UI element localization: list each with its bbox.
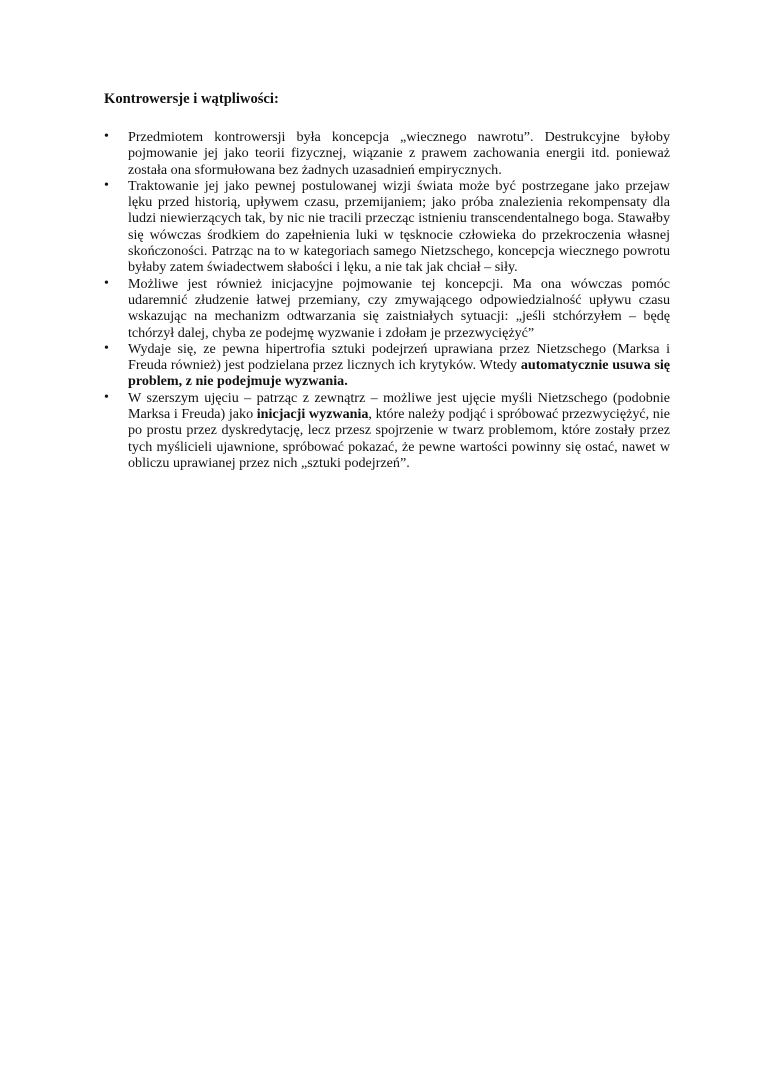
bullet-list bbox=[104, 129, 670, 471]
list-item-text: W szerszym ujęciu – patrząc z zewnątrz – możliwe jest ujęcie myśli Nietzschego (podobnie Marksa i Freuda) jako bbox=[128, 389, 670, 423]
list-item-text: Przedmiotem kontrowersji była koncepcja „wiecznego nawrotu”. Destrukcyjne byłoby pojmowanie jej jako teorii fizycznej, wiązanie z prawem zachowania energii itd. ponieważ została ona sformułowana bez żadnych uzasadnień empirycznych. bbox=[128, 129, 670, 178]
list-item bbox=[104, 341, 670, 390]
bullet-icon: • bbox=[104, 129, 109, 144]
bullet-icon: • bbox=[104, 389, 109, 405]
list-item-text: Możliwe jest również inicjacyjne pojmowanie tej koncepcji. Ma ona wówczas pomóc udaremnić złudzenie łatwej przemiany, czy zmywającego odpowiedzialność upływu czasu wskazując na mechanizm odtwarzania się zaistniałych sytuacji: „jeśli stchórzyłem – będę tchórzył dalej, chyba ze podejmę wyzwanie i zdołam je przezwyciężyć” bbox=[128, 275, 670, 341]
list-item-text: Wydaje się, ze pewna hipertrofia sztuki podejrzeń uprawiana przez Nietzschego (Marksa i Freuda również) jest podzielana przez licznych ich krytyków. Wtedy bbox=[128, 340, 670, 374]
list-item bbox=[104, 178, 670, 276]
list-item bbox=[104, 276, 670, 341]
list-item bbox=[104, 129, 670, 178]
list-item-text: Traktowanie jej jako pewnej postulowanej wizji świata może być postrzegane jako przejaw lęku przed historią, upływem czasu, przemijaniem; jako próba znalezienia rekompensaty dla ludzi niewierzących tak, by nic nie tracili przecząc istnieniu transcendentalnego boga. Stawałby się wówczas środkiem do zapełnienia luki w tęsknocie człowieka do przekroczenia własnej skończoności. Patrząc na to w kategoriach samego Nietzschego, koncepcja wiecznego powrotu byłaby zatem świadectwem słabości i lęku, a nie tak jak chciał – siły. bbox=[128, 177, 670, 276]
list-item bbox=[104, 390, 670, 471]
list-item-bold-text: automatycznie usuwa się problem, z nie podejmuje wyzwania. bbox=[128, 357, 671, 390]
bullet-icon: • bbox=[104, 340, 109, 356]
bullet-icon: • bbox=[104, 177, 109, 193]
document-body bbox=[104, 90, 670, 471]
list-item-bold-text: inicjacji wyzwania bbox=[256, 406, 369, 423]
list-item-text: , które należy podjąć i spróbować przezwyciężyć, nie po prostu przez dyskredytację, lecz przesz spojrzenie w twarz problemom, które zostały przez tych myślicieli ujawnione, spróbować pokazać, że pewne wartości powinny się ostać, nawet w obliczu uprawianej przez nich „sztuki podejrzeń”. bbox=[128, 406, 671, 471]
bullet-icon: • bbox=[104, 275, 109, 291]
section-heading: Kontrowersje i wątpliwości: bbox=[104, 91, 279, 107]
